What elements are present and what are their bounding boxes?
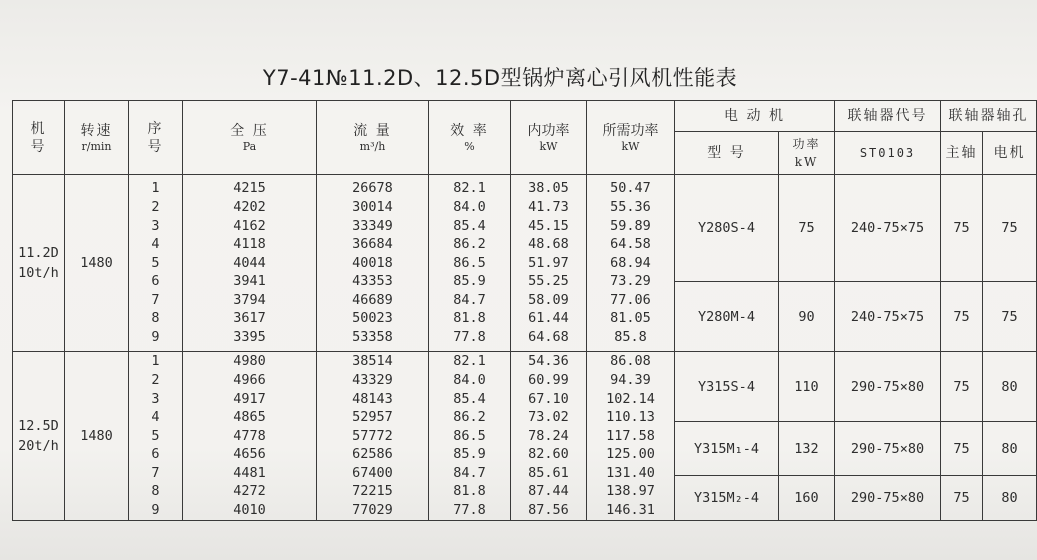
efficiency-value: 86.5 [453, 254, 486, 271]
header-internal-power-label: 内功率 [527, 122, 570, 139]
pressure-value: 4202 [233, 198, 266, 215]
internal-power-value: 67.10 [528, 390, 569, 407]
main-shaft-cell: 75 [941, 282, 983, 352]
machine-cell: 12.5D 20t/h [13, 352, 65, 521]
flow-value: 43329 [352, 371, 393, 388]
efficiency-value: 81.8 [453, 310, 486, 327]
header-motor-shaft: 电机 [983, 132, 1037, 175]
pressure-value: 4010 [233, 502, 266, 519]
header-motor: 电 动 机 [675, 101, 835, 132]
motor-shaft-cell: 75 [983, 175, 1037, 282]
header-internal-power [511, 101, 587, 175]
internal-power-column [511, 175, 587, 352]
flow-value: 62586 [352, 446, 393, 463]
motor-model-cell: Y280M-4 [675, 282, 779, 352]
seq-value: 3 [151, 390, 160, 407]
coupling-code-cell: 290-75×80 [835, 476, 941, 521]
header-required-power [587, 101, 675, 175]
header-seq: 序 号 [129, 101, 183, 175]
efficiency-value: 82.1 [453, 353, 486, 370]
header-efficiency [429, 101, 511, 175]
required-power-value: 138.97 [606, 483, 655, 500]
seq-column [129, 175, 183, 352]
required-power-column [587, 175, 675, 352]
required-power-value: 55.36 [610, 198, 651, 215]
pressure-value: 4865 [233, 409, 266, 426]
required-power-value: 73.29 [610, 273, 651, 290]
header-pressure-label: 全 压 [230, 122, 269, 139]
required-power-value: 146.31 [606, 502, 655, 519]
seq-value: 7 [151, 291, 160, 308]
internal-power-value: 73.02 [528, 409, 569, 426]
efficiency-value: 84.0 [453, 198, 486, 215]
seq-value: 4 [151, 236, 160, 253]
seq-value: 2 [151, 371, 160, 388]
speed-cell: 1480 [65, 352, 129, 521]
header-coupling-hole: 联轴器轴孔 [941, 101, 1037, 132]
pressure-value: 4966 [233, 371, 266, 388]
pressure-value: 3941 [233, 273, 266, 290]
header-speed [65, 101, 129, 175]
coupling-code-cell: 290-75×80 [835, 422, 941, 476]
internal-power-value: 87.56 [528, 502, 569, 519]
header-flow [317, 101, 429, 175]
required-power-value: 77.06 [610, 291, 651, 308]
flow-value: 48143 [352, 390, 393, 407]
motor-shaft-cell: 80 [983, 422, 1037, 476]
efficiency-value: 85.9 [453, 273, 486, 290]
header-internal-power-unit: kW [539, 139, 558, 153]
efficiency-value: 84.7 [453, 464, 486, 481]
internal-power-value: 48.68 [528, 236, 569, 253]
seq-value: 5 [151, 427, 160, 444]
required-power-value: 131.40 [606, 464, 655, 481]
seq-value: 1 [151, 353, 160, 370]
flow-value: 77029 [352, 502, 393, 519]
pressure-value: 4162 [233, 217, 266, 234]
internal-power-value: 38.05 [528, 180, 569, 197]
flow-value: 38514 [352, 353, 393, 370]
flow-value: 52957 [352, 409, 393, 426]
internal-power-value: 85.61 [528, 464, 569, 481]
seq-value: 7 [151, 464, 160, 481]
efficiency-value: 81.8 [453, 483, 486, 500]
motor-shaft-cell: 80 [983, 352, 1037, 422]
required-power-value: 94.39 [610, 371, 651, 388]
seq-value: 8 [151, 483, 160, 500]
header-coupling-code: 联轴器代号 [835, 101, 941, 132]
pressure-value: 4778 [233, 427, 266, 444]
efficiency-value: 85.4 [453, 217, 486, 234]
coupling-code-cell: 290-75×80 [835, 352, 941, 422]
motor-model-cell: Y315S-4 [675, 352, 779, 422]
header-flow-label: 流 量 [353, 122, 392, 139]
required-power-value: 85.8 [614, 329, 647, 346]
header-speed-unit: r/min [81, 139, 112, 153]
motor-shaft-cell: 75 [983, 282, 1037, 352]
required-power-value: 50.47 [610, 180, 651, 197]
required-power-column [587, 352, 675, 521]
flow-value: 40018 [352, 254, 393, 271]
header-pressure [183, 101, 317, 175]
flow-value: 46689 [352, 291, 393, 308]
flow-value: 36684 [352, 236, 393, 253]
internal-power-value: 51.97 [528, 254, 569, 271]
flow-value: 30014 [352, 198, 393, 215]
internal-power-value: 87.44 [528, 483, 569, 500]
internal-power-value: 61.44 [528, 310, 569, 327]
efficiency-value: 77.8 [453, 502, 486, 519]
header-pressure-unit: Pa [242, 139, 257, 153]
flow-value: 67400 [352, 464, 393, 481]
flow-column [317, 175, 429, 352]
machine-cell: 11.2D 10t/h [13, 175, 65, 352]
seq-value: 9 [151, 329, 160, 346]
internal-power-value: 54.36 [528, 353, 569, 370]
internal-power-value: 60.99 [528, 371, 569, 388]
motor-shaft-cell: 80 [983, 476, 1037, 521]
seq-column [129, 352, 183, 521]
efficiency-value: 82.1 [453, 180, 486, 197]
motor-power-cell: 110 [779, 352, 835, 422]
flow-value: 57772 [352, 427, 393, 444]
flow-value: 43353 [352, 273, 393, 290]
header-motor-power: 功率 kW [779, 132, 835, 175]
seq-value: 1 [151, 180, 160, 197]
efficiency-value: 86.2 [453, 409, 486, 426]
efficiency-column [429, 175, 511, 352]
required-power-value: 68.94 [610, 254, 651, 271]
flow-value: 72215 [352, 483, 393, 500]
required-power-value: 102.14 [606, 390, 655, 407]
efficiency-value: 85.4 [453, 390, 486, 407]
pressure-value: 4044 [233, 254, 266, 271]
main-shaft-cell: 75 [941, 352, 983, 422]
required-power-value: 86.08 [610, 353, 651, 370]
header-flow-unit: m³/h [359, 139, 386, 153]
main-shaft-cell: 75 [941, 476, 983, 521]
pressure-column [183, 175, 317, 352]
seq-value: 9 [151, 502, 160, 519]
efficiency-value: 86.5 [453, 427, 486, 444]
efficiency-value: 84.7 [453, 291, 486, 308]
flow-value: 26678 [352, 180, 393, 197]
page-title: Y7-41№11.2D、12.5D型锅炉离心引风机性能表 [262, 66, 738, 90]
internal-power-value: 78.24 [528, 427, 569, 444]
required-power-value: 81.05 [610, 310, 651, 327]
flow-value: 50023 [352, 310, 393, 327]
efficiency-value: 85.9 [453, 446, 486, 463]
pressure-value: 4118 [233, 236, 266, 253]
header-row-top [13, 101, 1037, 132]
group-row [13, 352, 1037, 422]
pressure-value: 4272 [233, 483, 266, 500]
required-power-value: 125.00 [606, 446, 655, 463]
internal-power-value: 82.60 [528, 446, 569, 463]
internal-power-value: 45.15 [528, 217, 569, 234]
efficiency-value: 84.0 [453, 371, 486, 388]
header-efficiency-unit: % [464, 139, 475, 153]
seq-value: 6 [151, 446, 160, 463]
internal-power-column [511, 352, 587, 521]
motor-model-cell: Y315M₂-4 [675, 476, 779, 521]
pressure-value: 4656 [233, 446, 266, 463]
required-power-value: 64.58 [610, 236, 651, 253]
header-required-power-unit: kW [621, 139, 640, 153]
motor-model-cell: Y315M₁-4 [675, 422, 779, 476]
seq-value: 6 [151, 273, 160, 290]
seq-value: 8 [151, 310, 160, 327]
seq-value: 4 [151, 409, 160, 426]
motor-model-cell: Y280S-4 [675, 175, 779, 282]
motor-power-cell: 132 [779, 422, 835, 476]
flow-value: 53358 [352, 329, 393, 346]
required-power-value: 117.58 [606, 427, 655, 444]
pressure-value: 3395 [233, 329, 266, 346]
efficiency-column [429, 352, 511, 521]
efficiency-value: 86.2 [453, 236, 486, 253]
motor-power-cell: 75 [779, 175, 835, 282]
pressure-value: 4481 [233, 464, 266, 481]
motor-power-cell: 90 [779, 282, 835, 352]
coupling-code-cell: 240-75×75 [835, 175, 941, 282]
header-motor-model: 型 号 [675, 132, 779, 175]
internal-power-value: 58.09 [528, 291, 569, 308]
internal-power-value: 55.25 [528, 273, 569, 290]
header-required-power-label: 所需功率 [602, 122, 659, 139]
performance-table [12, 100, 1037, 521]
main-shaft-cell: 75 [941, 422, 983, 476]
required-power-value: 110.13 [606, 409, 655, 426]
motor-power-cell: 160 [779, 476, 835, 521]
internal-power-value: 64.68 [528, 329, 569, 346]
efficiency-value: 77.8 [453, 329, 486, 346]
pressure-value: 4917 [233, 390, 266, 407]
pressure-column [183, 352, 317, 521]
seq-value: 5 [151, 254, 160, 271]
pressure-value: 4980 [233, 353, 266, 370]
group-row [13, 175, 1037, 282]
pressure-value: 3794 [233, 291, 266, 308]
header-coupling-code-sub: ST0103 [835, 132, 941, 175]
pressure-value: 3617 [233, 310, 266, 327]
header-efficiency-label: 效 率 [450, 122, 489, 139]
flow-value: 33349 [352, 217, 393, 234]
header-main-shaft: 主轴 [941, 132, 983, 175]
seq-value: 2 [151, 198, 160, 215]
speed-cell: 1480 [65, 175, 129, 352]
required-power-value: 59.89 [610, 217, 651, 234]
pressure-value: 4215 [233, 180, 266, 197]
internal-power-value: 41.73 [528, 198, 569, 215]
main-shaft-cell: 75 [941, 175, 983, 282]
coupling-code-cell: 240-75×75 [835, 282, 941, 352]
header-speed-label: 转速 [80, 122, 113, 139]
flow-column [317, 352, 429, 521]
header-machine-no: 机 号 [13, 101, 65, 175]
seq-value: 3 [151, 217, 160, 234]
